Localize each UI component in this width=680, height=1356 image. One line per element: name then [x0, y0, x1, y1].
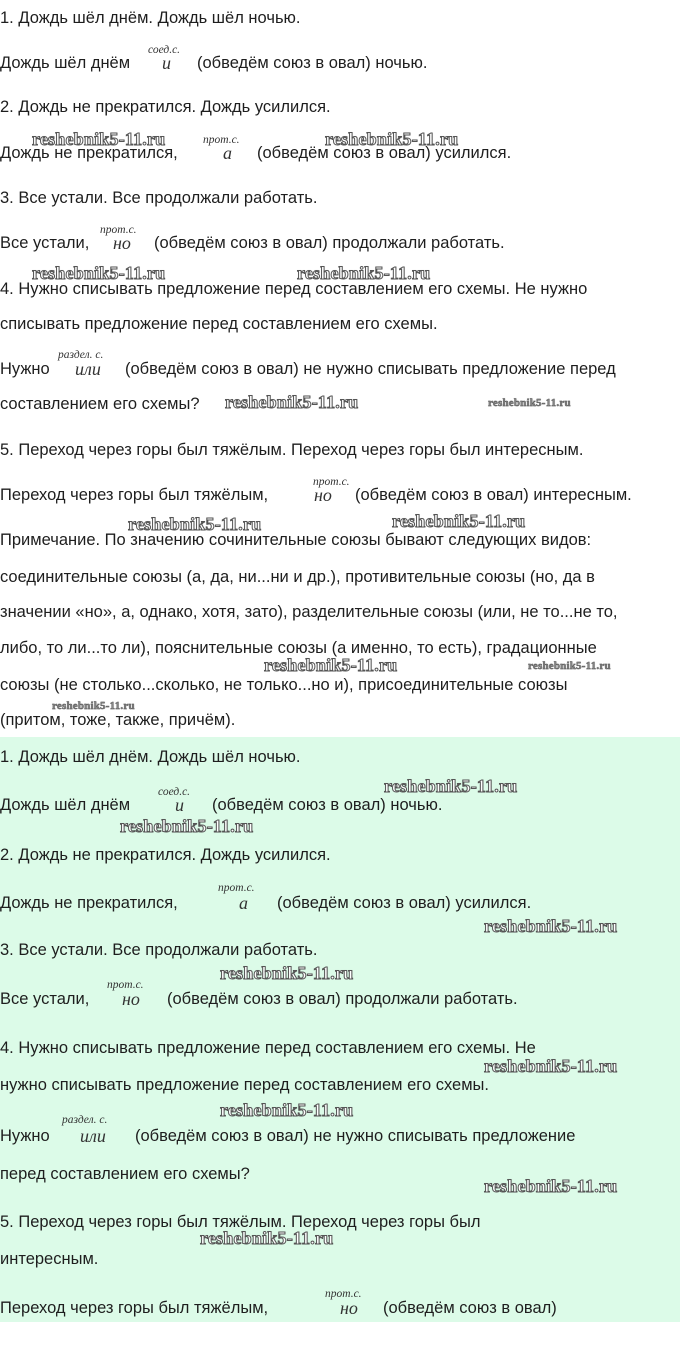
- watermark: reshebnik5-11.ru: [488, 397, 571, 409]
- sentence-5: 5. Переход через горы был тяжёлым. Переход через горы был интересным.: [0, 441, 584, 459]
- note-line: Примечание. По значению сочинительные союзы бывают следующих видов:: [0, 531, 592, 549]
- watermark: reshebnik5-11.ru: [392, 511, 526, 531]
- watermark: reshebnik5-11.ru: [484, 1176, 618, 1196]
- watermark: reshebnik5-11.ru: [484, 1056, 618, 1076]
- answer-1-pre: Дождь шёл днём: [0, 54, 131, 72]
- watermark: reshebnik5-11.ru: [325, 129, 459, 149]
- answer-2-post: (обведём союз в овал) усилился.: [257, 144, 512, 162]
- answer-4-cont: перед составлением его схемы?: [0, 1165, 250, 1183]
- watermark: reshebnik5-11.ru: [32, 263, 166, 283]
- conjunction: или: [75, 359, 101, 379]
- conjunction: но: [314, 485, 332, 505]
- watermark: reshebnik5-11.ru: [200, 1228, 334, 1248]
- conjunction: а: [239, 893, 248, 913]
- watermark: reshebnik5-11.ru: [220, 963, 354, 983]
- watermark: reshebnik5-11.ru: [297, 263, 431, 283]
- answer-4-pre: Нужно: [0, 360, 50, 378]
- answer-1-post: (обведём союз в овал) ночью.: [197, 54, 428, 72]
- answer-3-pre: Все устали,: [0, 990, 90, 1008]
- conj-label: прот.с.: [203, 134, 240, 146]
- answer-sentence-5-line-2: интересным.: [0, 1250, 99, 1268]
- answer-1-pre: Дождь шёл днём: [0, 796, 131, 814]
- answer-5-post: (обведём союз в овал): [383, 1299, 557, 1317]
- conjunction: или: [80, 1126, 106, 1146]
- answer-sentence-2: 2. Дождь не прекратился. Дождь усилился.: [0, 846, 331, 864]
- sentence-3: 3. Все устали. Все продолжали работать.: [0, 189, 318, 207]
- note-line: соединительные союзы (а, да, ни...ни и др.), противительные союзы (но, да в: [0, 568, 595, 586]
- answer-sentence-4-line-2: нужно списывать предложение перед составлением его схемы.: [0, 1076, 489, 1094]
- answer-5-pre: Переход через горы был тяжёлым,: [0, 1299, 269, 1317]
- sentence-1: 1. Дождь шёл днём. Дождь шёл ночью.: [0, 9, 301, 27]
- watermark: reshebnik5-11.ru: [128, 514, 262, 534]
- answer-4-post: (обведём союз в овал) не нужно списывать предложение: [135, 1127, 576, 1145]
- conj-label: соед.с.: [148, 44, 181, 56]
- watermark: reshebnik5-11.ru: [32, 129, 166, 149]
- note-line: союзы (не столько...сколько, не только...но и), присоединительные союзы: [0, 676, 568, 694]
- watermark: reshebnik5-11.ru: [528, 660, 611, 672]
- conj-label: прот.с.: [325, 1288, 362, 1300]
- conj-label: прот.с.: [100, 224, 137, 236]
- conjunction: но: [122, 989, 140, 1009]
- note-line: либо, то ли...то ли), пояснительные союзы (а именно, то есть), градационные: [0, 639, 597, 657]
- conj-label: прот.с.: [107, 979, 144, 991]
- watermark: reshebnik5-11.ru: [52, 700, 135, 712]
- conjunction: и: [175, 795, 184, 815]
- answer-sentence-5-line-1: 5. Переход через горы был тяжёлым. Переход через горы был: [0, 1213, 481, 1231]
- answer-4-post: (обведём союз в овал) не нужно списывать предложение перед: [125, 360, 616, 378]
- answer-3-pre: Все устали,: [0, 234, 90, 252]
- note-line: (притом, тоже, также, причём).: [0, 711, 236, 729]
- answer-3-post: (обведём союз в овал) продолжали работать.: [167, 990, 518, 1008]
- answer-2-pre: Дождь не прекратился,: [0, 894, 178, 912]
- conj-label: прот.с.: [313, 476, 350, 488]
- answer-sentence-4-line-1: 4. Нужно списывать предложение перед составлением его схемы. Не: [0, 1039, 536, 1057]
- conj-label: раздел. с.: [58, 349, 104, 361]
- answer-4-pre: Нужно: [0, 1127, 50, 1145]
- sentence-2: 2. Дождь не прекратился. Дождь усилился.: [0, 98, 331, 116]
- answer-sentence-1: 1. Дождь шёл днём. Дождь шёл ночью.: [0, 748, 301, 766]
- watermark: reshebnik5-11.ru: [384, 776, 518, 796]
- conjunction: но: [340, 1298, 358, 1318]
- answer-panel: [0, 737, 680, 1322]
- answer-5-pre: Переход через горы был тяжёлым,: [0, 486, 269, 504]
- answer-4-cont: составлением его схемы?: [0, 395, 200, 413]
- answer-3-post: (обведём союз в овал) продолжали работать.: [154, 234, 505, 252]
- conj-label: прот.с.: [218, 882, 255, 894]
- answer-1-post: (обведём союз в овал) ночью.: [212, 796, 443, 814]
- note-line: значении «но», а, однако, хотя, зато), разделительные союзы (или, не то...не то,: [0, 603, 618, 621]
- conjunction: а: [223, 143, 232, 163]
- answer-2-post: (обведём союз в овал) усилился.: [277, 894, 532, 912]
- watermark: reshebnik5-11.ru: [484, 916, 618, 936]
- conjunction: но: [113, 233, 131, 253]
- answer-5-post: (обведём союз в овал) интересным.: [355, 486, 632, 504]
- sentence-4-line-1: 4. Нужно списывать предложение перед составлением его схемы. Не нужно: [0, 280, 588, 298]
- answer-sentence-3: 3. Все устали. Все продолжали работать.: [0, 941, 318, 959]
- conj-label: соед.с.: [158, 786, 191, 798]
- watermark: reshebnik5-11.ru: [120, 816, 254, 836]
- watermark: reshebnik5-11.ru: [264, 655, 398, 675]
- sentence-4-line-2: списывать предложение перед составлением его схемы.: [0, 315, 438, 333]
- conj-label: раздел. с.: [62, 1114, 108, 1126]
- watermark: reshebnik5-11.ru: [220, 1100, 354, 1120]
- answer-2-pre: Дождь не прекратился,: [0, 144, 178, 162]
- watermark: reshebnik5-11.ru: [225, 392, 359, 412]
- conjunction: и: [162, 53, 171, 73]
